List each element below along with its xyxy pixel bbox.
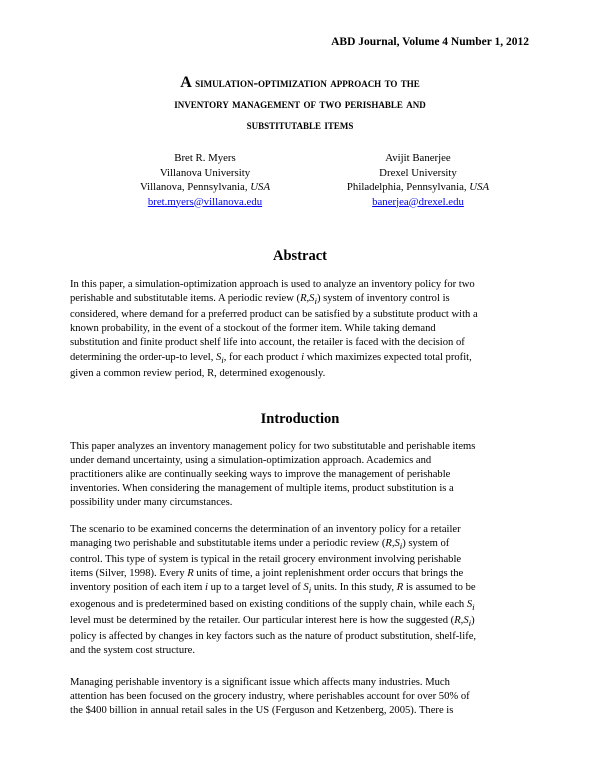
author-email-link[interactable]: banerjea@drexel.edu	[372, 195, 464, 208]
author-affiliation: Villanova University	[159, 166, 251, 179]
intro-paragraph-3: Managing perishable inventory is a significant issue which affects many industries. Much attention has been focused on the grocery industry, where perishables account for over 50% of the $400 billion in annual retail sales in the US (Ferguson and Ketzenberg, 2005). There is	[70, 677, 470, 717]
intro-paragraph-2: The scenario to be examined concerns the determination of an inventory policy for a retailer managing two perishable and substitutable items under a periodic review $(R,S_i)$ system of control. This type of system is typical in the retail grocery environment involving perishable items (Silver, 1998). Every R units of time, a joint replenishment order occurs that brings the inventory position of each item i up to a target level of $S_i$ units. In this study, R is assumed to be exogenous and is predetermined based on existing conditions of the supply chain, while each $S_i$ level must be determined by the retailer. Our particular interest here is how the suggested $(R,S_i)$ policy is affected by changes in key factors such as the nature of product substitution, shelf-life, and the system cost structure.	[70, 524, 477, 657]
author-name: Bret R. Myers	[174, 152, 236, 164]
title-line-1: A simulation-optimization approach to the	[180, 74, 420, 91]
title-line-3: substitutable items	[246, 117, 354, 132]
author-email-link[interactable]: bret.myers@villanova.edu	[147, 195, 263, 208]
author-location: Villanova, Pennsylvania, USA	[139, 181, 271, 193]
author-block-1	[96, 151, 314, 209]
abstract-paragraph: In this paper, a simulation-optimization approach is used to analyze an inventory policy for two perishable and substitutable items. A periodic review $(R,S_i)$ system of inventory control is considered, where demand for a preferred product can be satisfied by a substitute product with a known probability, in the event of a stockout of the former item. While taking demand substitution and finite product shelf life into account, the retailer is faced with the decision of determining the order-up-to level, $S_i$, for each product i which maximizes expected total profit, given a common review period, R, determined exogenously.	[70, 279, 478, 379]
author-block-2	[300, 151, 536, 209]
introduction-heading: Introduction	[260, 411, 340, 427]
author-affiliation: Drexel University	[379, 166, 457, 179]
paper-title	[70, 72, 530, 135]
author-location: Philadelphia, Pennsylvania, USA	[346, 181, 490, 193]
intro-paragraph-1: This paper analyzes an inventory management policy for two substitutable and perishable items under demand uncertainty, using a simulation-optimization approach. Academics and practitioners alike are continually seeking ways to improve the management of perishable inventories. When considering the management of multiple items, product substitution is a possibility under many circumstances.	[70, 441, 476, 509]
author-name: Avijit Banerjee	[385, 152, 451, 164]
abstract-heading: Abstract	[273, 248, 327, 264]
journal-header: ABD Journal, Volume 4 Number 1, 2012	[331, 36, 529, 48]
title-line-2: inventory management of two perishable and	[174, 96, 426, 111]
